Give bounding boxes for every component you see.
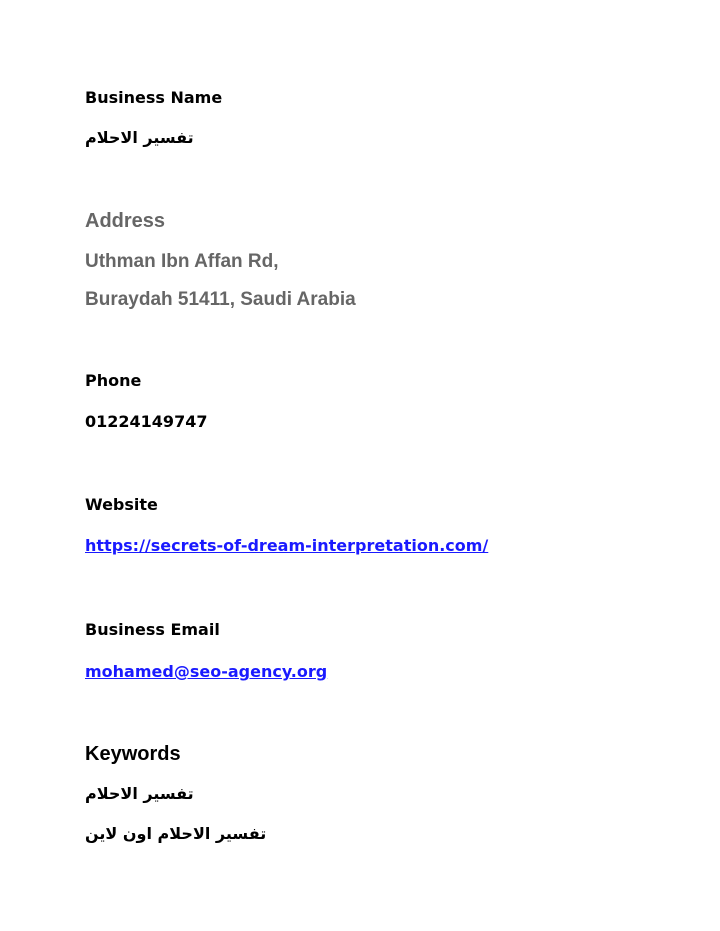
address-label: Address xyxy=(85,210,166,232)
address-line-1: Uthman Ibn Affan Rd, xyxy=(85,251,279,272)
website-link[interactable]: https://secrets-of-dream-interpretation.com/ xyxy=(85,536,489,555)
keyword-item: تفسير الاحلام اون لاين xyxy=(85,824,267,843)
business-email-label: Business Email xyxy=(85,620,220,639)
business-name-label: Business Name xyxy=(85,88,223,107)
keywords-label: Keywords xyxy=(85,743,181,765)
keyword-item: تفسير الاحلام xyxy=(85,784,194,803)
address-line-2: Buraydah 51411, Saudi Arabia xyxy=(85,289,356,310)
business-name-value: تفسير الاحلام xyxy=(85,128,194,147)
business-email-link[interactable]: mohamed@seo-agency.org xyxy=(85,662,328,681)
website-label: Website xyxy=(85,495,158,514)
phone-value: 01224149747 xyxy=(85,412,208,431)
phone-label: Phone xyxy=(85,371,142,390)
